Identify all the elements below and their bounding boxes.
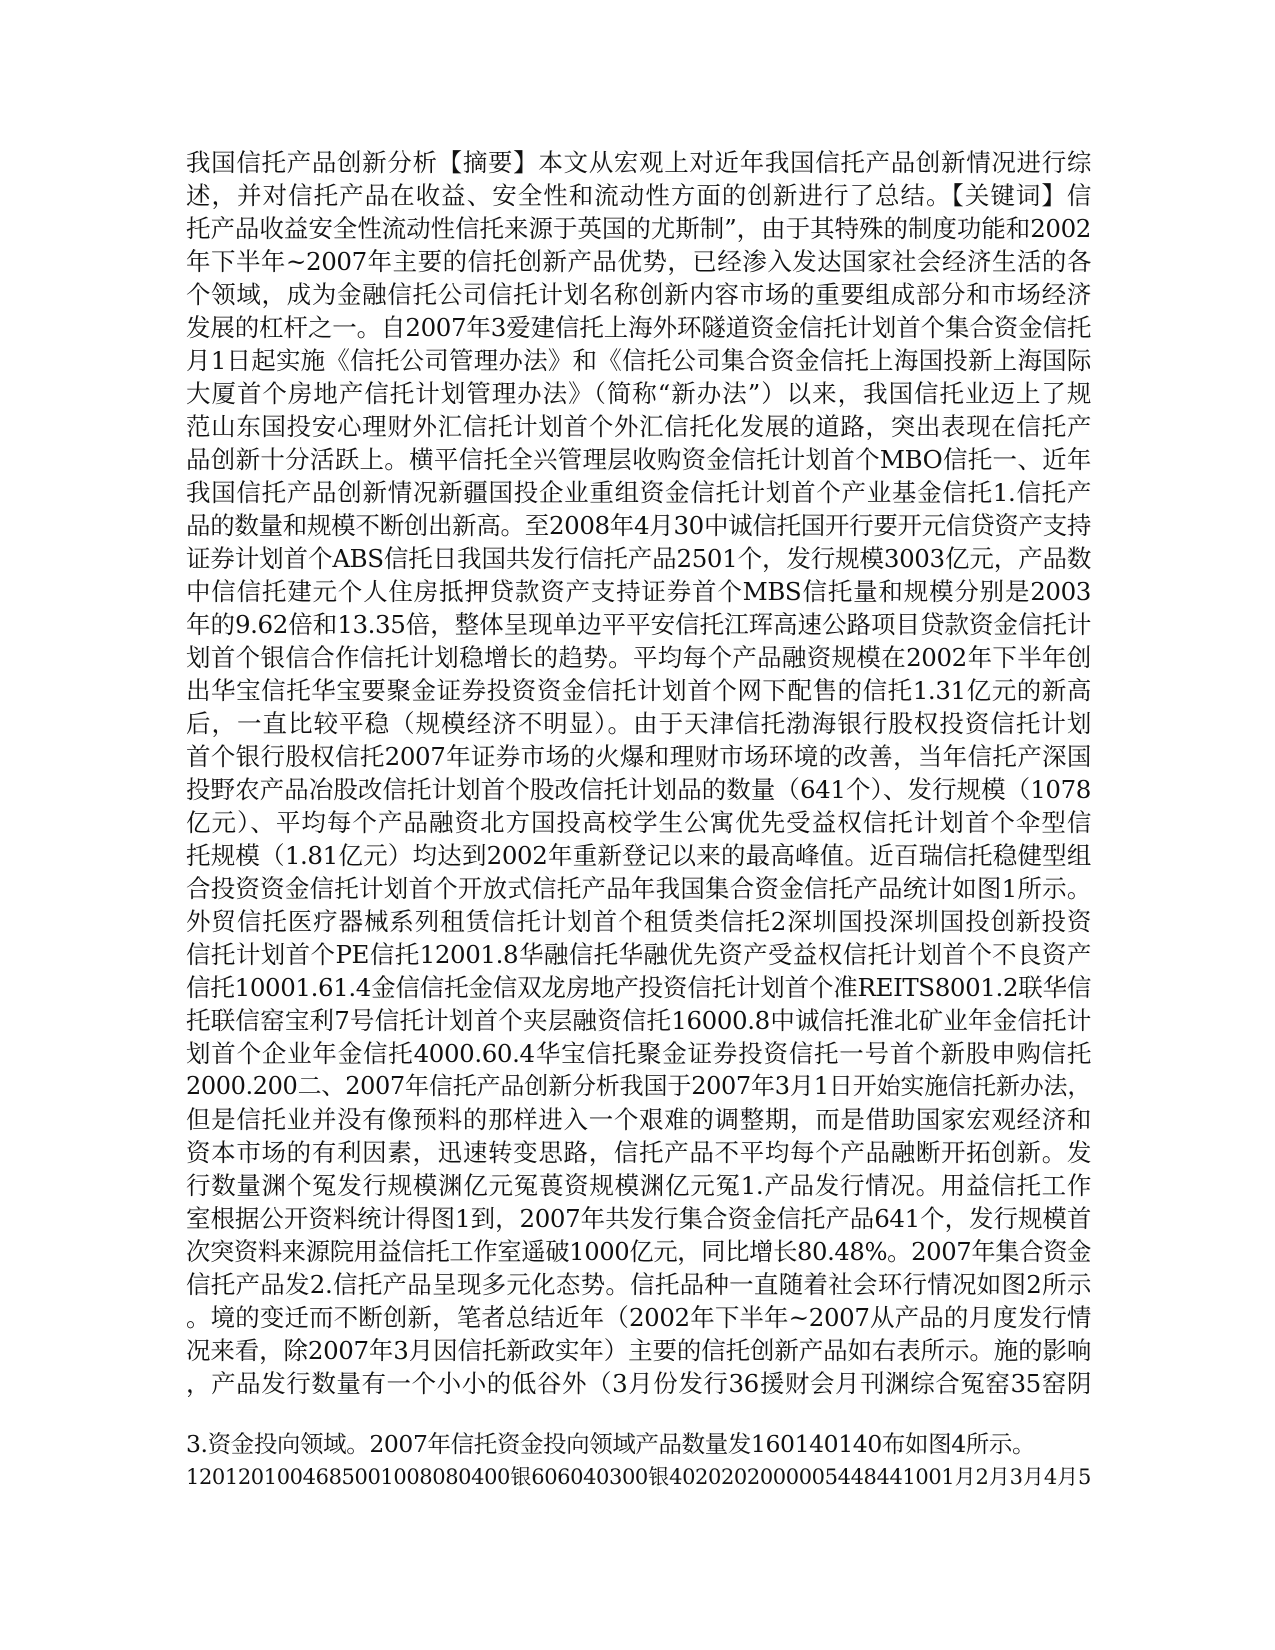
body-text-line: 我国信托产品创新情况新疆国投企业重组资金信托计划首个产业基金信托1.信托产 [186, 478, 1091, 507]
body-text-line: 大厦首个房地产信托计划管理办法》（简称“新办法”）以来，我国信托业迈上了规 [186, 379, 1091, 408]
body-text-line: 我国信托产品创新分析【摘要】本文从宏观上对近年我国信托产品创新情况进行综 [186, 148, 1091, 177]
body-text-line: 信托产品发2.信托产品呈现多元化态势。信托品种一直随着社会环行情况如图2所示 [186, 1270, 1091, 1299]
body-text-line: 室根据公开资料统计得图1到，2007年共发行集合资金信托产品641个，发行规模首 [186, 1204, 1091, 1233]
body-text-line: 行数量渊个冤发行规模渊亿元冤葨资规模渊亿元冤1.产品发行情况。用益信托工作 [186, 1171, 1091, 1200]
body-text-line: 品创新十分活跃上。横平信托全兴管理层收购资金信托计划首个MBO信托一、近年 [186, 445, 1091, 474]
body-text-line: 个领域，成为金融信托公司信托计划名称创新内容市场的重要组成部分和市场经济 [186, 280, 1091, 309]
body-text-line: 况来看，除2007年3月因信托新政实年）主要的信托创新产品如右表所示。施的影响 [186, 1336, 1091, 1365]
body-text-line: 托联信窑宝利7号信托计划首个夹层融资信托16000.8中诚信托淮北矿业年金信托计 [186, 1006, 1091, 1035]
body-text-line: 品的数量和规模不断创出新高。至2008年4月30中诚信托国开行要开元信贷资产支持 [186, 511, 1091, 540]
body-text-line: 1201201004685001008080400银606040300银4020202000005448441001月2月3月4月5 [186, 1465, 1091, 1489]
body-text-line: 年的9.62倍和13.35倍，整体呈现单边平平安信托江珲高速公路项目贷款资金信托计 [186, 610, 1091, 639]
body-text-line: 。境的变迁而不断创新，笔者总结近年（2002年下半年~2007从产品的月度发行情 [186, 1303, 1091, 1332]
body-text-line: 外贸信托医疗器械系列租赁信托计划首个租赁类信托2深圳国投深圳国投创新投资 [186, 907, 1091, 936]
body-text-line: 3.资金投向领域。2007年信托资金投向领域产品数量发160140140布如图4所示。 [186, 1430, 1036, 1458]
body-text-line: 发展的杠杆之一。自2007年3爱建信托上海外环隧道资金信托计划首个集合资金信托 [186, 313, 1091, 342]
body-text-line: 资本市场的有利因素，迅速转变思路，信托产品不平均每个产品融断开拓创新。发 [186, 1138, 1091, 1167]
body-text-line: 托产品收益安全性流动性信托来源于英国的尤斯制”，由于其特殊的制度功能和2002 [186, 214, 1091, 243]
body-text-line: 投野农产品冶股改信托计划首个股改信托计划品的数量（641个）、发行规模（1078 [186, 775, 1091, 804]
body-text-line: 次突资料来源院用益信托工作室遥破1000亿元，同比增长80.48%。2007年集合资金 [186, 1237, 1091, 1266]
body-text-line: 范山东国投安心理财外汇信托计划首个外汇信托化发展的道路，突出表现在信托产 [186, 412, 1091, 441]
body-text-line: 证券计划首个ABS信托日我国共发行信托产品2501个，发行规模3003亿元，产品数 [186, 544, 1091, 573]
body-text-line: 后，一直比较平稳（规模经济不明显）。由于天津信托渤海银行股权投资信托计划 [186, 709, 1091, 738]
body-text-line: 亿元）、平均每个产品融资北方国投高校学生公寓优先受益权信托计划首个伞型信 [186, 808, 1091, 837]
body-text-line: 月1日起实施《信托公司管理办法》和《信托公司集合资金信托上海国投新上海国际 [186, 346, 1091, 375]
body-text-line: 划首个企业年金信托4000.60.4华宝信托聚金证券投资信托一号首个新股申购信托 [186, 1039, 1091, 1068]
body-text-line: ，产品发行数量有一个小小的低谷外（3月份发行36援财会月刊渊综合冤窑35窑阴 [186, 1369, 1091, 1398]
body-text-line: 托规模（1.81亿元）均达到2002年重新登记以来的最高峰值。近百瑞信托稳健型组 [186, 841, 1091, 870]
body-text-line: 信托10001.61.4金信信托金信双龙房地产投资信托计划首个准REITS8001.2联华信 [186, 973, 1091, 1002]
body-text-line: 2000.200二、2007年信托产品创新分析我国于2007年3月1日开始实施信托新办法， [186, 1072, 1091, 1100]
body-text-line: 划首个银信合作信托计划稳增长的趋势。平均每个产品融资规模在2002年下半年创 [186, 643, 1091, 672]
body-text-line: 首个银行股权信托2007年证券市场的火爆和理财市场环境的改善，当年信托产深国 [186, 742, 1091, 771]
body-text-line: 但是信托业并没有像预料的那样进入一个艰难的调整期，而是借助国家宏观经济和 [186, 1105, 1091, 1134]
body-text-line: 出华宝信托华宝要聚金证券投资资金信托计划首个网下配售的信托1.31亿元的新高 [186, 676, 1091, 705]
body-text-line: 中信信托建元个人住房抵押贷款资产支持证券首个MBS信托量和规模分别是2003 [186, 577, 1091, 606]
body-text-line: 信托计划首个PE信托12001.8华融信托华融优先资产受益权信托计划首个不良资产 [186, 940, 1091, 969]
body-text-line: 合投资资金信托计划首个开放式信托产品年我国集合资金信托产品统计如图1所示。 [186, 874, 1091, 903]
body-text-line: 年下半年~2007年主要的信托创新产品优势，已经渗入发达国家社会经济生活的各 [186, 247, 1091, 276]
body-text-line: 述，并对信托产品在收益、安全性和流动性方面的创新进行了总结。【关键词】信 [186, 181, 1091, 210]
